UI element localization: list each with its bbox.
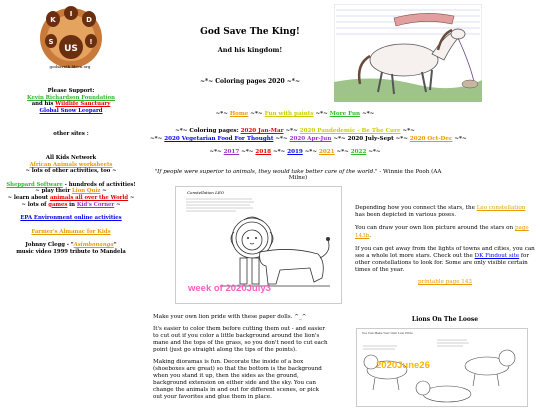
constellation-text xyxy=(355,205,535,281)
svg-text:K: K xyxy=(50,16,56,24)
link-dk-findout[interactable]: DK Findout site xyxy=(474,253,520,260)
lions-loose-label: You Can Make Your Own Lion Pride xyxy=(362,331,413,335)
lots-mid: in xyxy=(67,201,77,208)
nav-sep: ~*~ xyxy=(283,128,300,134)
quote xyxy=(148,169,448,181)
svg-text:!: ! xyxy=(89,38,93,46)
svg-text:US: US xyxy=(64,44,78,54)
nav-sep: ~*~ xyxy=(452,136,467,142)
network-sub: ~ lots of other activities, too ~ xyxy=(25,168,117,175)
lions-loose-title: Lions On The Loose xyxy=(411,316,479,323)
link-kids-corner[interactable]: Kid's Corner xyxy=(76,201,115,208)
nav-sep: ~*~ xyxy=(239,149,256,155)
p1-prefix: Depending how you connect the stars, the xyxy=(355,205,477,211)
link-sheppard-software[interactable]: Sheppard Software xyxy=(6,181,63,188)
nav-sep: ~*~ xyxy=(302,149,319,155)
learn-prefix: ~ learn about xyxy=(7,194,50,201)
quote-author: - Winnie the Pooh (AA Milne) xyxy=(288,169,442,181)
nav-sep: ~*~ xyxy=(360,111,375,117)
coloring-pages-label: ~*~ Coloring pages 2020 ~*~ xyxy=(200,78,300,85)
nav-fun-with-paints[interactable]: Fun with paints xyxy=(264,111,314,117)
nav-sep: ~*~ xyxy=(334,149,351,155)
p3-prefix: If you can get away from the lights of towns and cities, you can see a whole lot more stars. Check out the xyxy=(355,245,535,260)
coloring-nav-row2 xyxy=(150,136,467,142)
p2-suffix: . xyxy=(369,232,372,239)
logo-caption: godsaveth ldren.org xyxy=(49,64,91,69)
svg-text:D: D xyxy=(86,16,92,24)
p1-suffix: has been depicted in various poses. xyxy=(355,212,457,219)
nav-2020-vegetarian[interactable]: 2020 Vegetarian Food For Thought xyxy=(164,136,274,142)
nav-more-fun[interactable]: More Fun xyxy=(329,111,361,117)
johnny-suffix: " xyxy=(113,242,117,249)
page-title: God Save The King! xyxy=(200,27,300,37)
support-mid-text: and his xyxy=(31,101,56,108)
support-heading: Please Support: xyxy=(47,88,95,94)
nav-current-2020-july-sept: ~*~ 2020 July-Sept ~*~ xyxy=(331,136,410,142)
lots-prefix: ~ lots of xyxy=(21,201,49,208)
nav-year-2017[interactable]: 2017 xyxy=(223,149,240,155)
nav-year-2019[interactable]: 2019 xyxy=(287,149,303,155)
svg-text:I: I xyxy=(69,10,73,18)
link-african-animals[interactable]: African Animals worksheets xyxy=(29,161,113,168)
network-title: All Kids Network xyxy=(45,154,97,161)
nav-sep: ~*~ xyxy=(209,149,224,155)
nav-year-2018[interactable]: 2018 xyxy=(255,149,271,155)
week-stamp: week of 2020July3 xyxy=(188,283,271,294)
link-animals-world[interactable]: animals all over the World xyxy=(49,194,129,201)
svg-text:S: S xyxy=(48,38,54,46)
nav-year-2022[interactable]: 2022 xyxy=(350,149,367,155)
nav-2020-jan-mar[interactable]: 2020 Jan-Mar xyxy=(240,128,284,134)
sidebar xyxy=(0,88,142,256)
johnny-prefix: Johnny Clegg - " xyxy=(25,242,74,249)
paper-dolls-p1: Make your own lion pride with these paper dolls. ^_^ xyxy=(153,314,307,320)
coloring-nav-row1 xyxy=(150,128,440,134)
nav-sep: ~*~ Coloring pages: xyxy=(175,128,241,134)
p2-prefix: You can draw your own lion picture around the stars on xyxy=(355,225,515,232)
nav-sep: ~*~ xyxy=(215,111,230,117)
nav-sep: ~*~ xyxy=(150,136,165,142)
nav-2020-pandemic[interactable]: 2020 Pandedemic - Be The Cure xyxy=(299,128,401,134)
lots-suffix: ~ xyxy=(114,201,121,208)
link-global-snow-leopard[interactable]: Global Snow Leopard xyxy=(39,107,103,114)
quote-text: "If people were superior to animals, they would take better care of the world." xyxy=(154,169,378,175)
paper-dolls-p3: Making dioramas is fun. Decorate the inside of a box (shoeboxes are great) so that the bottom is the background when you stand it up, then the sides as the ground, background extension on either side and the sky. You can change the animals in and out for different scenes, or pick out your favorites and glue them in place. xyxy=(153,359,322,400)
nav-year-2021[interactable]: 2021 xyxy=(318,149,335,155)
nav-home[interactable]: Home xyxy=(229,111,249,117)
horse-illustration xyxy=(334,4,482,102)
printable-link-wrap xyxy=(355,279,535,285)
nav-sep: ~*~ xyxy=(313,111,330,117)
june-stamp: 2020June26 xyxy=(376,360,430,371)
link-page-143b[interactable]: page 143b xyxy=(355,225,529,239)
johnny-sub: music video 1999 tribute to Mandela xyxy=(16,248,126,255)
nav-sep: ~*~ xyxy=(273,136,290,142)
nav-sep: ~*~ xyxy=(271,149,288,155)
nav-sep: ~*~ xyxy=(366,149,381,155)
learn-suffix: ~ xyxy=(128,194,135,201)
p3-suffix: for other constellations to look for. Some are only visible certain times of the year. xyxy=(355,253,530,274)
link-games[interactable]: games xyxy=(48,201,68,208)
link-wildlife-sanctuary[interactable]: Wildlife Sanctuary xyxy=(55,101,111,108)
nav-2020-apr-jun[interactable]: 2020 Apr-Jun xyxy=(289,136,332,142)
site-logo[interactable] xyxy=(37,5,105,71)
link-kevin-richardson[interactable]: Kevin Richardson Foundation xyxy=(27,94,115,101)
nav-sep: ~*~ xyxy=(248,111,265,117)
link-printable-page-143[interactable]: printable page 143 xyxy=(418,279,472,285)
nav-2020-oct-dec[interactable]: 2020 Oct-Dec xyxy=(409,136,453,142)
other-sites-heading: other sites : xyxy=(53,131,89,138)
nav-sep: ~*~ xyxy=(400,128,415,134)
page-subtitle: And his kingdom! xyxy=(217,46,283,54)
link-asimbonanga[interactable]: Asimbonanga xyxy=(73,242,114,249)
play-prefix: ~ play their xyxy=(35,188,72,195)
paper-dolls-text xyxy=(153,314,328,406)
lion-card-label: Constellation LEO xyxy=(187,190,225,195)
link-leo-constellation[interactable]: Leo constellation xyxy=(476,205,526,211)
year-nav xyxy=(150,149,440,155)
play-suffix: ~ xyxy=(100,188,107,195)
sheppard-text: - hundreds of activities! xyxy=(62,181,136,188)
link-farmers-almanac[interactable]: Farmer's Almanac for Kids xyxy=(31,228,111,235)
main-nav xyxy=(150,111,440,117)
link-epa-environment[interactable]: EPA Environment online activities xyxy=(20,215,122,222)
link-lion-quiz[interactable]: Lion Quiz xyxy=(71,188,101,195)
paper-dolls-p2: It's easier to color them before cutting them out - and easier to cut out if you color a little background around the lion's mane and the tops of the grass, so you don't need to cut each point (just go straight along the tips of the points). xyxy=(153,326,328,353)
